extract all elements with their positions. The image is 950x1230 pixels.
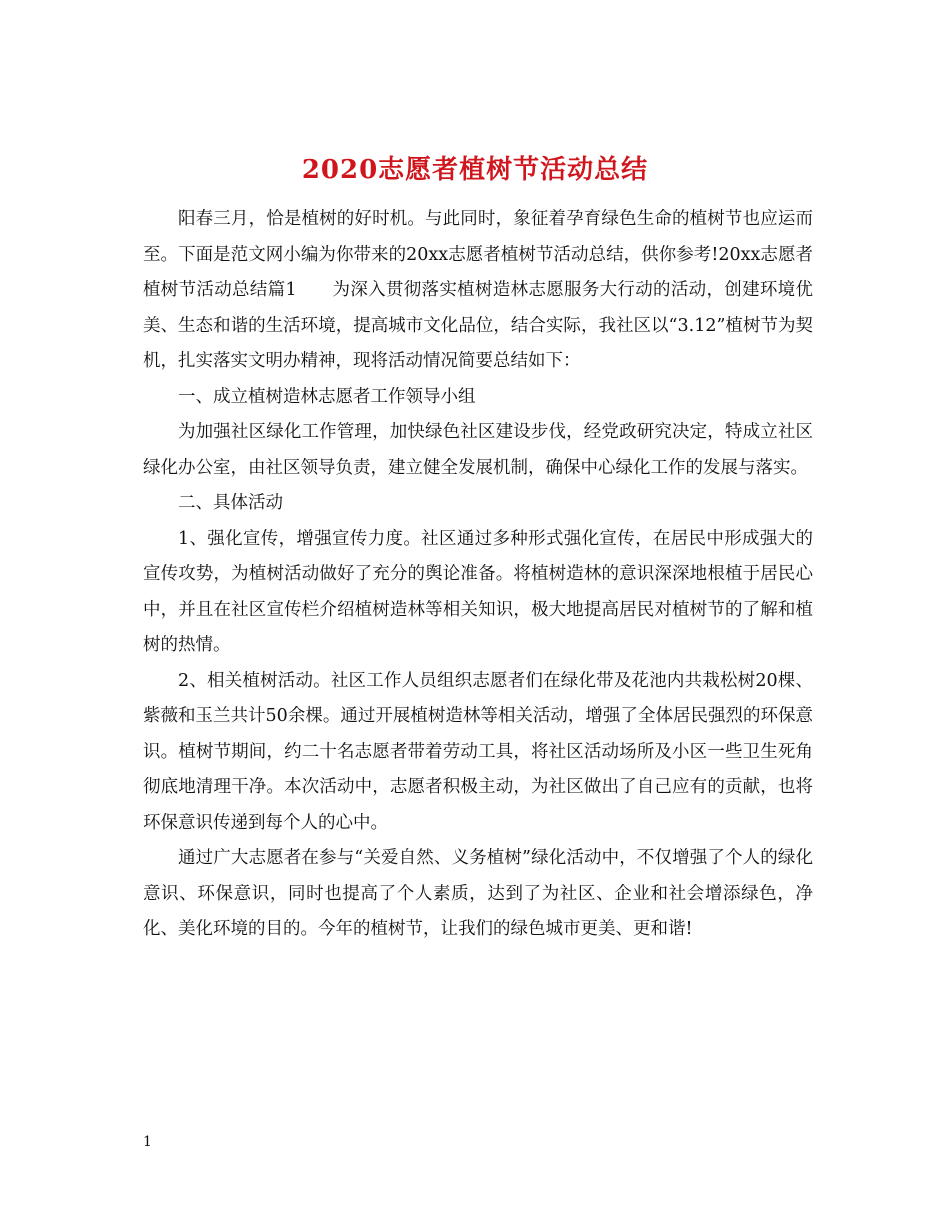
document-title: 2020志愿者植树节活动总结 bbox=[301, 155, 649, 186]
section-heading-1: 一、成立植树造林志愿者工作领导小组 bbox=[178, 386, 476, 407]
paragraph-conclusion: 通过广大志愿者在参与“关爱自然、义务植树”绿化活动中，不仅增强了个人的绿化意识、环保意识，同时也提高了个人素质，达到了为社区、企业和社会增添绿色，净化、美化环境的目的。今年的植树节，让我们的绿色城市更美、更和谐! bbox=[143, 848, 813, 939]
paragraph-activity-2: 2、相关植树活动。社区工作人员组织志愿者们在绿化带及花池内共栽松树20棵、紫薇和玉兰共计50余棵。通过开展植树造林等相关活动，增强了全体居民强烈的环保意识。植树节期间，约二十名志愿者带着劳动工具，将社区活动场所及小区一些卫生死角彻底地清理干净。本次活动中，志愿者积极主动，为社区做出了自己应有的贡献，也将环保意识传递到每个人的心中。 bbox=[143, 670, 813, 833]
paragraph-section-1: 为加强社区绿化工作管理，加快绿色社区建设步伐，经党政研究决定，特成立社区绿化办公室，由社区领导负责，建立健全发展机制，确保中心绿化工作的发展与落实。 bbox=[143, 422, 813, 478]
document-body bbox=[143, 202, 813, 948]
paragraph-activity-1: 1、强化宣传，增强宣传力度。社区通过多种形式强化宣传，在居民中形成强大的宣传攻势，为植树活动做好了充分的舆论准备。将植树造林的意识深深地根植于居民心中，并且在社区宣传栏介绍植树造林等相关知识，极大地提高居民对植树节的了解和植树的热情。 bbox=[143, 528, 813, 655]
paragraph-intro: 阳春三月，恰是植树的好时机。与此同时，象征着孕育绿色生命的植树节也应运而至。下面是范文网小编为你带来的20xx志愿者植树节活动总结，供你参考!20xx志愿者植树节活动总结篇1 为深入贯彻落实植树造林志愿服务大行动的活动，创建环境优美、生态和谐的生活环境，提高城市文化品位，结合实际，我社区以“3.12”植树节为契机，扎实落实文明办精神，现将活动情况简要总结如下： bbox=[143, 209, 813, 371]
section-heading-2: 二、具体活动 bbox=[178, 493, 283, 513]
page-number: 1 bbox=[143, 1134, 152, 1150]
